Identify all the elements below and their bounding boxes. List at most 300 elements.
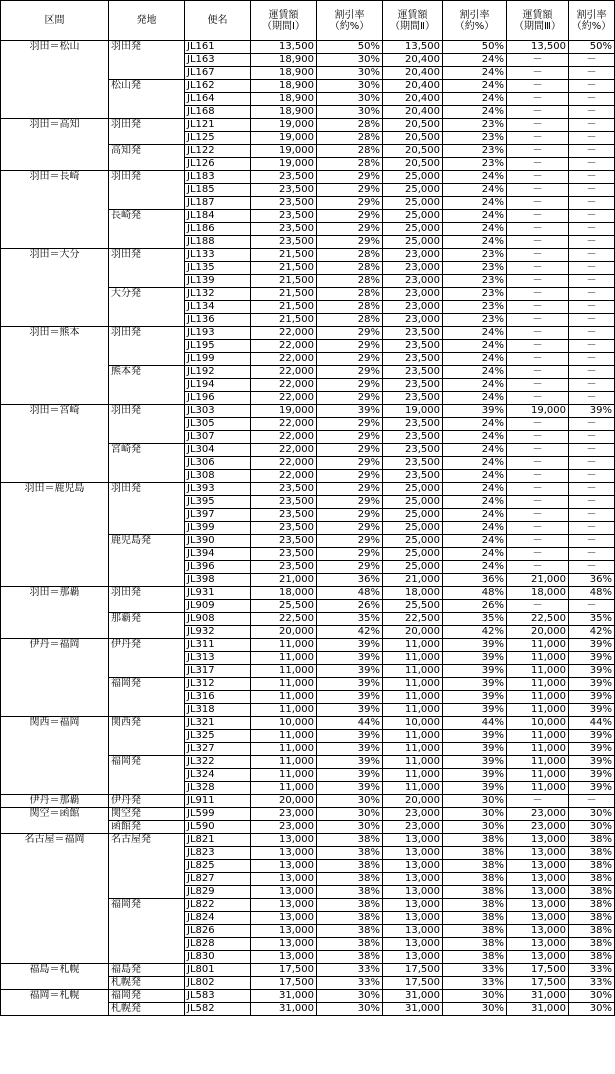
discount-period-3-cell: － xyxy=(569,327,615,340)
discount-period-3-cell: 38% xyxy=(569,951,615,964)
fare-period-1-cell: 18,900 xyxy=(251,80,317,93)
discount-period-1-cell: 30% xyxy=(317,54,383,67)
discount-period-2-cell: 24% xyxy=(443,223,507,236)
fare-period-1-cell: 11,000 xyxy=(251,704,317,717)
table-row xyxy=(1,808,615,821)
flight-number-cell: JL328 xyxy=(185,782,251,795)
discount-period-2-cell: 24% xyxy=(443,236,507,249)
fare-period-1-cell: 22,000 xyxy=(251,392,317,405)
flight-number-cell: JL126 xyxy=(185,158,251,171)
discount-period-3-cell: － xyxy=(569,379,615,392)
discount-period-3-cell: － xyxy=(569,301,615,314)
discount-period-1-cell: 42% xyxy=(317,626,383,639)
discount-period-3-cell: － xyxy=(569,457,615,470)
fare-period-3-cell: 10,000 xyxy=(507,717,569,730)
fare-period-3-cell: － xyxy=(507,197,569,210)
fare-period-3-cell: 13,000 xyxy=(507,873,569,886)
flight-number-cell: JL824 xyxy=(185,912,251,925)
discount-period-3-cell: 44% xyxy=(569,717,615,730)
fare-period-2-cell: 20,500 xyxy=(383,145,443,158)
discount-period-3-cell: 38% xyxy=(569,873,615,886)
discount-period-1-cell: 33% xyxy=(317,977,383,990)
header-discount-period-2: 割引率 （約%） xyxy=(443,1,507,41)
discount-period-3-cell: 30% xyxy=(569,808,615,821)
discount-period-3-cell: 33% xyxy=(569,964,615,977)
route-cell: 福島＝札幌 xyxy=(1,964,109,990)
discount-period-3-cell: － xyxy=(569,210,615,223)
origin-cell: 羽田発 xyxy=(109,119,185,145)
discount-period-1-cell: 26% xyxy=(317,600,383,613)
discount-period-2-cell: 39% xyxy=(443,691,507,704)
flight-number-cell: JL185 xyxy=(185,184,251,197)
fare-period-1-cell: 13,000 xyxy=(251,899,317,912)
discount-period-3-cell: － xyxy=(569,483,615,496)
fare-period-2-cell: 13,000 xyxy=(383,938,443,951)
discount-period-3-cell: － xyxy=(569,197,615,210)
flight-number-cell: JL186 xyxy=(185,223,251,236)
discount-period-1-cell: 28% xyxy=(317,288,383,301)
table-row xyxy=(1,964,615,977)
flight-number-cell: JL390 xyxy=(185,535,251,548)
flight-number-cell: JL167 xyxy=(185,67,251,80)
fare-period-1-cell: 19,000 xyxy=(251,132,317,145)
fare-period-3-cell: － xyxy=(507,223,569,236)
discount-period-1-cell: 38% xyxy=(317,925,383,938)
origin-cell: 熊本発 xyxy=(109,366,185,405)
fare-period-1-cell: 22,000 xyxy=(251,470,317,483)
discount-period-2-cell: 38% xyxy=(443,834,507,847)
fare-period-3-cell: 11,000 xyxy=(507,782,569,795)
fare-period-3-cell: － xyxy=(507,392,569,405)
discount-period-1-cell: 38% xyxy=(317,860,383,873)
table-header xyxy=(1,1,615,41)
discount-period-3-cell: － xyxy=(569,561,615,574)
discount-period-2-cell: 23% xyxy=(443,288,507,301)
discount-period-1-cell: 38% xyxy=(317,899,383,912)
fare-period-1-cell: 31,000 xyxy=(251,990,317,1003)
discount-period-2-cell: 24% xyxy=(443,171,507,184)
fare-period-1-cell: 19,000 xyxy=(251,405,317,418)
fare-period-2-cell: 13,000 xyxy=(383,951,443,964)
fare-period-2-cell: 25,000 xyxy=(383,561,443,574)
fare-period-3-cell: － xyxy=(507,158,569,171)
discount-period-1-cell: 29% xyxy=(317,379,383,392)
fare-period-2-cell: 19,000 xyxy=(383,405,443,418)
fare-period-2-cell: 20,500 xyxy=(383,132,443,145)
fare-period-1-cell: 21,500 xyxy=(251,288,317,301)
discount-period-3-cell: － xyxy=(569,132,615,145)
discount-period-2-cell: 24% xyxy=(443,106,507,119)
fare-period-2-cell: 20,400 xyxy=(383,54,443,67)
fare-period-1-cell: 23,500 xyxy=(251,210,317,223)
fare-period-1-cell: 22,000 xyxy=(251,457,317,470)
header-discount-period-3: 割引率 （約%） xyxy=(569,1,615,41)
discount-period-2-cell: 23% xyxy=(443,249,507,262)
fare-period-1-cell: 18,900 xyxy=(251,93,317,106)
discount-period-3-cell: 30% xyxy=(569,1003,615,1016)
fare-period-1-cell: 22,000 xyxy=(251,353,317,366)
flight-number-cell: JL194 xyxy=(185,379,251,392)
flight-number-cell: JL168 xyxy=(185,106,251,119)
fare-period-2-cell: 23,500 xyxy=(383,392,443,405)
discount-period-3-cell: － xyxy=(569,171,615,184)
discount-period-2-cell: 39% xyxy=(443,704,507,717)
fare-period-2-cell: 20,400 xyxy=(383,80,443,93)
discount-period-2-cell: 30% xyxy=(443,1003,507,1016)
discount-period-2-cell: 38% xyxy=(443,873,507,886)
fare-period-3-cell: 19,000 xyxy=(507,405,569,418)
discount-period-3-cell: 30% xyxy=(569,821,615,834)
discount-period-1-cell: 30% xyxy=(317,80,383,93)
fare-period-3-cell: － xyxy=(507,210,569,223)
flight-number-cell: JL583 xyxy=(185,990,251,1003)
flight-number-cell: JL139 xyxy=(185,275,251,288)
flight-number-cell: JL324 xyxy=(185,769,251,782)
fare-period-3-cell: － xyxy=(507,470,569,483)
fare-period-1-cell: 11,000 xyxy=(251,743,317,756)
fare-period-3-cell: － xyxy=(507,795,569,808)
fare-period-1-cell: 17,500 xyxy=(251,964,317,977)
discount-period-2-cell: 33% xyxy=(443,977,507,990)
fare-period-3-cell: 13,000 xyxy=(507,847,569,860)
discount-period-2-cell: 24% xyxy=(443,457,507,470)
discount-period-2-cell: 24% xyxy=(443,366,507,379)
origin-cell: 福岡発 xyxy=(109,990,185,1003)
fare-period-3-cell: － xyxy=(507,171,569,184)
fare-period-2-cell: 11,000 xyxy=(383,691,443,704)
fare-period-2-cell: 11,000 xyxy=(383,704,443,717)
header-fare-period-1: 運賃額 （期間Ⅰ） xyxy=(251,1,317,41)
discount-period-1-cell: 39% xyxy=(317,405,383,418)
discount-period-1-cell: 30% xyxy=(317,821,383,834)
fare-period-1-cell: 21,500 xyxy=(251,249,317,262)
discount-period-3-cell: － xyxy=(569,314,615,327)
flight-number-cell: JL321 xyxy=(185,717,251,730)
fare-period-3-cell: 11,000 xyxy=(507,704,569,717)
origin-cell: 羽田発 xyxy=(109,327,185,366)
fare-period-3-cell: 11,000 xyxy=(507,678,569,691)
discount-period-3-cell: 38% xyxy=(569,834,615,847)
discount-period-3-cell: － xyxy=(569,535,615,548)
fare-period-3-cell: － xyxy=(507,132,569,145)
fare-period-1-cell: 18,900 xyxy=(251,106,317,119)
discount-period-2-cell: 26% xyxy=(443,600,507,613)
header-fare-period-3: 運賃額 （期間Ⅲ） xyxy=(507,1,569,41)
discount-period-3-cell: 35% xyxy=(569,613,615,626)
origin-cell: 羽田発 xyxy=(109,405,185,444)
fare-period-3-cell: － xyxy=(507,249,569,262)
fare-period-3-cell: － xyxy=(507,275,569,288)
flight-number-cell: JL134 xyxy=(185,301,251,314)
fare-period-1-cell: 23,500 xyxy=(251,223,317,236)
discount-period-1-cell: 38% xyxy=(317,951,383,964)
fare-period-3-cell: － xyxy=(507,509,569,522)
flight-number-cell: JL317 xyxy=(185,665,251,678)
discount-period-3-cell: － xyxy=(569,145,615,158)
discount-period-2-cell: 24% xyxy=(443,80,507,93)
fare-period-3-cell: － xyxy=(507,522,569,535)
route-cell: 羽田＝那覇 xyxy=(1,587,109,639)
origin-cell: 福岡発 xyxy=(109,756,185,795)
discount-period-2-cell: 30% xyxy=(443,821,507,834)
flight-number-cell: JL135 xyxy=(185,262,251,275)
table-row xyxy=(1,41,615,54)
discount-period-2-cell: 38% xyxy=(443,886,507,899)
fare-period-3-cell: 17,500 xyxy=(507,964,569,977)
fare-period-1-cell: 11,000 xyxy=(251,678,317,691)
fare-period-1-cell: 23,000 xyxy=(251,808,317,821)
origin-cell: 関空発 xyxy=(109,808,185,821)
fare-period-2-cell: 11,000 xyxy=(383,743,443,756)
discount-period-1-cell: 29% xyxy=(317,353,383,366)
fare-period-3-cell: － xyxy=(507,535,569,548)
fare-period-3-cell: 11,000 xyxy=(507,769,569,782)
discount-period-1-cell: 29% xyxy=(317,340,383,353)
flight-number-cell: JL802 xyxy=(185,977,251,990)
flight-number-cell: JL122 xyxy=(185,145,251,158)
table-row xyxy=(1,717,615,730)
discount-period-1-cell: 29% xyxy=(317,457,383,470)
discount-period-2-cell: 23% xyxy=(443,314,507,327)
discount-period-2-cell: 24% xyxy=(443,548,507,561)
discount-period-3-cell: － xyxy=(569,249,615,262)
flight-number-cell: JL183 xyxy=(185,171,251,184)
table-row xyxy=(1,405,615,418)
discount-period-1-cell: 30% xyxy=(317,1003,383,1016)
discount-period-3-cell: 39% xyxy=(569,652,615,665)
table-row xyxy=(1,639,615,652)
fare-period-3-cell: 23,000 xyxy=(507,808,569,821)
fare-period-3-cell: 11,000 xyxy=(507,743,569,756)
fare-period-3-cell: 13,000 xyxy=(507,834,569,847)
fare-period-1-cell: 31,000 xyxy=(251,1003,317,1016)
discount-period-2-cell: 38% xyxy=(443,925,507,938)
discount-period-1-cell: 39% xyxy=(317,639,383,652)
fare-period-1-cell: 22,000 xyxy=(251,366,317,379)
discount-period-1-cell: 28% xyxy=(317,275,383,288)
origin-cell: 羽田発 xyxy=(109,483,185,535)
fare-period-1-cell: 13,000 xyxy=(251,938,317,951)
fare-period-2-cell: 23,000 xyxy=(383,808,443,821)
fare-period-1-cell: 22,500 xyxy=(251,613,317,626)
fare-period-1-cell: 11,000 xyxy=(251,639,317,652)
fare-period-3-cell: 13,000 xyxy=(507,925,569,938)
discount-period-2-cell: 38% xyxy=(443,938,507,951)
discount-period-3-cell: 42% xyxy=(569,626,615,639)
discount-period-3-cell: － xyxy=(569,158,615,171)
discount-period-1-cell: 50% xyxy=(317,41,383,54)
discount-period-1-cell: 28% xyxy=(317,249,383,262)
discount-period-1-cell: 29% xyxy=(317,444,383,457)
fare-period-3-cell: － xyxy=(507,418,569,431)
discount-period-2-cell: 24% xyxy=(443,54,507,67)
fare-period-1-cell: 19,000 xyxy=(251,119,317,132)
discount-period-2-cell: 24% xyxy=(443,431,507,444)
fare-period-1-cell: 22,000 xyxy=(251,327,317,340)
fare-period-3-cell: － xyxy=(507,600,569,613)
fare-period-1-cell: 22,000 xyxy=(251,431,317,444)
fare-period-2-cell: 23,000 xyxy=(383,301,443,314)
fare-period-1-cell: 22,000 xyxy=(251,340,317,353)
discount-period-3-cell: 39% xyxy=(569,704,615,717)
origin-cell: 羽田発 xyxy=(109,249,185,288)
fare-period-1-cell: 11,000 xyxy=(251,665,317,678)
flight-number-cell: JL184 xyxy=(185,210,251,223)
discount-period-1-cell: 35% xyxy=(317,613,383,626)
fare-period-2-cell: 13,000 xyxy=(383,925,443,938)
fare-period-1-cell: 23,500 xyxy=(251,184,317,197)
discount-period-3-cell: 38% xyxy=(569,847,615,860)
fare-period-3-cell: 13,000 xyxy=(507,899,569,912)
route-cell: 羽田＝熊本 xyxy=(1,327,109,405)
flight-number-cell: JL307 xyxy=(185,431,251,444)
fare-period-2-cell: 25,000 xyxy=(383,535,443,548)
discount-period-1-cell: 39% xyxy=(317,704,383,717)
origin-cell: 福島発 xyxy=(109,964,185,977)
fare-period-3-cell: 13,000 xyxy=(507,886,569,899)
discount-period-1-cell: 29% xyxy=(317,171,383,184)
discount-period-2-cell: 35% xyxy=(443,613,507,626)
fare-period-3-cell: － xyxy=(507,106,569,119)
discount-period-1-cell: 30% xyxy=(317,106,383,119)
flight-number-cell: JL911 xyxy=(185,795,251,808)
fare-period-2-cell: 20,000 xyxy=(383,626,443,639)
fare-period-2-cell: 11,000 xyxy=(383,730,443,743)
table-row xyxy=(1,834,615,847)
flight-number-cell: JL187 xyxy=(185,197,251,210)
fare-period-2-cell: 20,400 xyxy=(383,93,443,106)
flight-number-cell: JL132 xyxy=(185,288,251,301)
fare-period-3-cell: － xyxy=(507,236,569,249)
discount-period-1-cell: 38% xyxy=(317,873,383,886)
flight-number-cell: JL397 xyxy=(185,509,251,522)
flight-number-cell: JL316 xyxy=(185,691,251,704)
fare-period-2-cell: 23,500 xyxy=(383,353,443,366)
origin-cell: 鹿児島発 xyxy=(109,535,185,587)
fare-period-3-cell: 18,000 xyxy=(507,587,569,600)
discount-period-3-cell: － xyxy=(569,223,615,236)
fare-period-3-cell: － xyxy=(507,93,569,106)
fare-period-3-cell: 22,500 xyxy=(507,613,569,626)
discount-period-2-cell: 24% xyxy=(443,561,507,574)
discount-period-3-cell: － xyxy=(569,509,615,522)
fare-period-1-cell: 21,500 xyxy=(251,314,317,327)
header-origin: 発地 xyxy=(109,1,185,41)
flight-number-cell: JL827 xyxy=(185,873,251,886)
fare-period-3-cell: 17,500 xyxy=(507,977,569,990)
origin-cell: 名古屋発 xyxy=(109,834,185,899)
fare-period-2-cell: 23,000 xyxy=(383,262,443,275)
fare-period-1-cell: 23,500 xyxy=(251,561,317,574)
fare-period-3-cell: － xyxy=(507,340,569,353)
fare-period-2-cell: 20,500 xyxy=(383,119,443,132)
discount-period-2-cell: 50% xyxy=(443,41,507,54)
header-route: 区間 xyxy=(1,1,109,41)
flight-number-cell: JL303 xyxy=(185,405,251,418)
discount-period-1-cell: 39% xyxy=(317,756,383,769)
route-cell: 羽田＝高知 xyxy=(1,119,109,171)
flight-number-cell: JL304 xyxy=(185,444,251,457)
flight-number-cell: JL826 xyxy=(185,925,251,938)
discount-period-2-cell: 23% xyxy=(443,262,507,275)
fare-period-2-cell: 23,000 xyxy=(383,821,443,834)
fare-period-1-cell: 21,500 xyxy=(251,301,317,314)
discount-period-1-cell: 39% xyxy=(317,782,383,795)
discount-period-3-cell: － xyxy=(569,54,615,67)
fare-period-1-cell: 13,500 xyxy=(251,41,317,54)
flight-number-cell: JL590 xyxy=(185,821,251,834)
discount-period-3-cell: － xyxy=(569,353,615,366)
discount-period-1-cell: 30% xyxy=(317,93,383,106)
discount-period-2-cell: 39% xyxy=(443,730,507,743)
fare-period-1-cell: 13,000 xyxy=(251,860,317,873)
discount-period-3-cell: 38% xyxy=(569,860,615,873)
discount-period-2-cell: 24% xyxy=(443,327,507,340)
fare-period-1-cell: 11,000 xyxy=(251,652,317,665)
fare-period-1-cell: 13,000 xyxy=(251,912,317,925)
fare-period-1-cell: 23,500 xyxy=(251,171,317,184)
discount-period-1-cell: 38% xyxy=(317,886,383,899)
discount-period-2-cell: 24% xyxy=(443,392,507,405)
discount-period-2-cell: 24% xyxy=(443,67,507,80)
fare-period-1-cell: 23,500 xyxy=(251,197,317,210)
discount-period-1-cell: 29% xyxy=(317,392,383,405)
fare-period-3-cell: － xyxy=(507,67,569,80)
fare-period-1-cell: 23,500 xyxy=(251,509,317,522)
discount-period-1-cell: 39% xyxy=(317,678,383,691)
route-cell: 羽田＝長崎 xyxy=(1,171,109,249)
discount-period-2-cell: 24% xyxy=(443,353,507,366)
discount-period-2-cell: 24% xyxy=(443,184,507,197)
route-cell: 羽田＝宮崎 xyxy=(1,405,109,483)
discount-period-2-cell: 24% xyxy=(443,340,507,353)
fare-period-2-cell: 20,500 xyxy=(383,158,443,171)
flight-number-cell: JL822 xyxy=(185,899,251,912)
fare-period-2-cell: 11,000 xyxy=(383,639,443,652)
header-discount-period-1: 割引率 （約%） xyxy=(317,1,383,41)
fare-period-1-cell: 13,000 xyxy=(251,925,317,938)
fare-period-3-cell: 31,000 xyxy=(507,1003,569,1016)
origin-cell: 宮崎発 xyxy=(109,444,185,483)
discount-period-3-cell: － xyxy=(569,93,615,106)
discount-period-3-cell: 39% xyxy=(569,756,615,769)
discount-period-3-cell: － xyxy=(569,548,615,561)
fare-period-3-cell: － xyxy=(507,431,569,444)
origin-cell: 大分発 xyxy=(109,288,185,327)
discount-period-3-cell: － xyxy=(569,470,615,483)
discount-period-3-cell: － xyxy=(569,431,615,444)
discount-period-3-cell: － xyxy=(569,262,615,275)
flight-number-cell: JL199 xyxy=(185,353,251,366)
fare-period-2-cell: 21,000 xyxy=(383,574,443,587)
fare-period-1-cell: 18,900 xyxy=(251,54,317,67)
fare-period-3-cell: － xyxy=(507,483,569,496)
route-cell: 羽田＝大分 xyxy=(1,249,109,327)
discount-period-3-cell: 33% xyxy=(569,977,615,990)
fare-period-1-cell: 13,000 xyxy=(251,951,317,964)
flight-number-cell: JL125 xyxy=(185,132,251,145)
fare-period-1-cell: 22,000 xyxy=(251,418,317,431)
route-cell: 名古屋＝福岡 xyxy=(1,834,109,964)
fare-period-2-cell: 25,000 xyxy=(383,184,443,197)
fare-period-3-cell: － xyxy=(507,262,569,275)
discount-period-3-cell: 39% xyxy=(569,665,615,678)
discount-period-1-cell: 39% xyxy=(317,691,383,704)
flight-number-cell: JL306 xyxy=(185,457,251,470)
origin-cell: 松山発 xyxy=(109,80,185,119)
origin-cell: 福岡発 xyxy=(109,899,185,964)
discount-period-3-cell: 36% xyxy=(569,574,615,587)
